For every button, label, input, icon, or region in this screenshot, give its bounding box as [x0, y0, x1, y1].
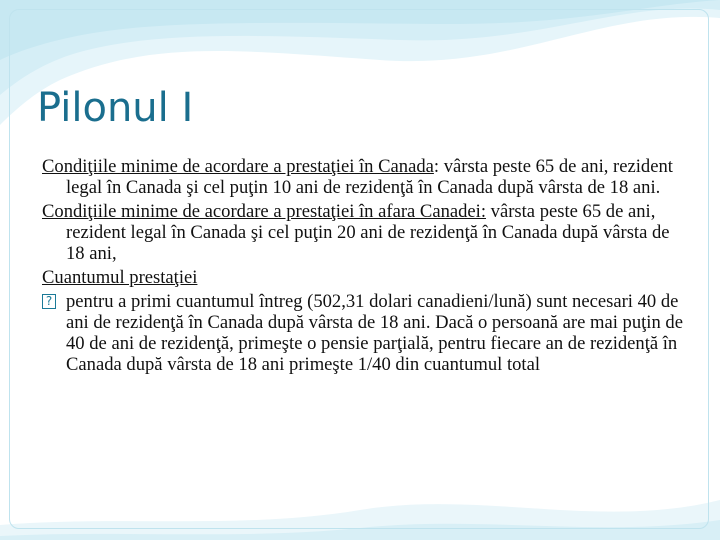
paragraph-conditions-in-canada — [42, 156, 692, 198]
benefit-amount-heading: Cuantumul prestaţiei — [42, 267, 198, 288]
slide-body — [42, 156, 692, 378]
benefit-details-text: pentru a primi cuantumul întreg (502,31 dolari canadieni/lună) sunt necesari 40 de ani de rezidenţă în Canada după vârsta de 18 ani. Dacă o persoană are mai puţin de 40 de ani de rezidenţă, primeşte o pensie parţială, pentru fiecare an de rezidenţă în Canada după vârsta de 18 ani primeşte 1/40 din cuantumul total — [66, 291, 683, 375]
conditions-outside-canada-heading: Condiţiile minime de acordare a prestaţiei în afara Canadei: — [42, 201, 486, 222]
paragraph-benefit-details — [42, 291, 692, 375]
bullet-placeholder-icon: ? — [42, 294, 56, 309]
paragraph-benefit-amount — [42, 267, 692, 288]
conditions-in-canada-text: : vârsta peste 65 de ani, rezident legal în Canada şi cel puţin 10 ani de rezidenţă în Canada după vârsta de 18 ani. — [66, 156, 673, 198]
slide-title: Pilonul I — [37, 85, 194, 131]
conditions-in-canada-heading: Condiţiile minime de acordare a prestaţiei în Canada — [42, 156, 434, 177]
paragraph-conditions-outside-canada — [42, 201, 692, 264]
conditions-outside-canada-text: vârsta peste 65 de ani, rezident legal în Canada şi cel puţin 20 ani de rezidenţă în Canada după vârsta de 18 ani, — [66, 201, 670, 264]
